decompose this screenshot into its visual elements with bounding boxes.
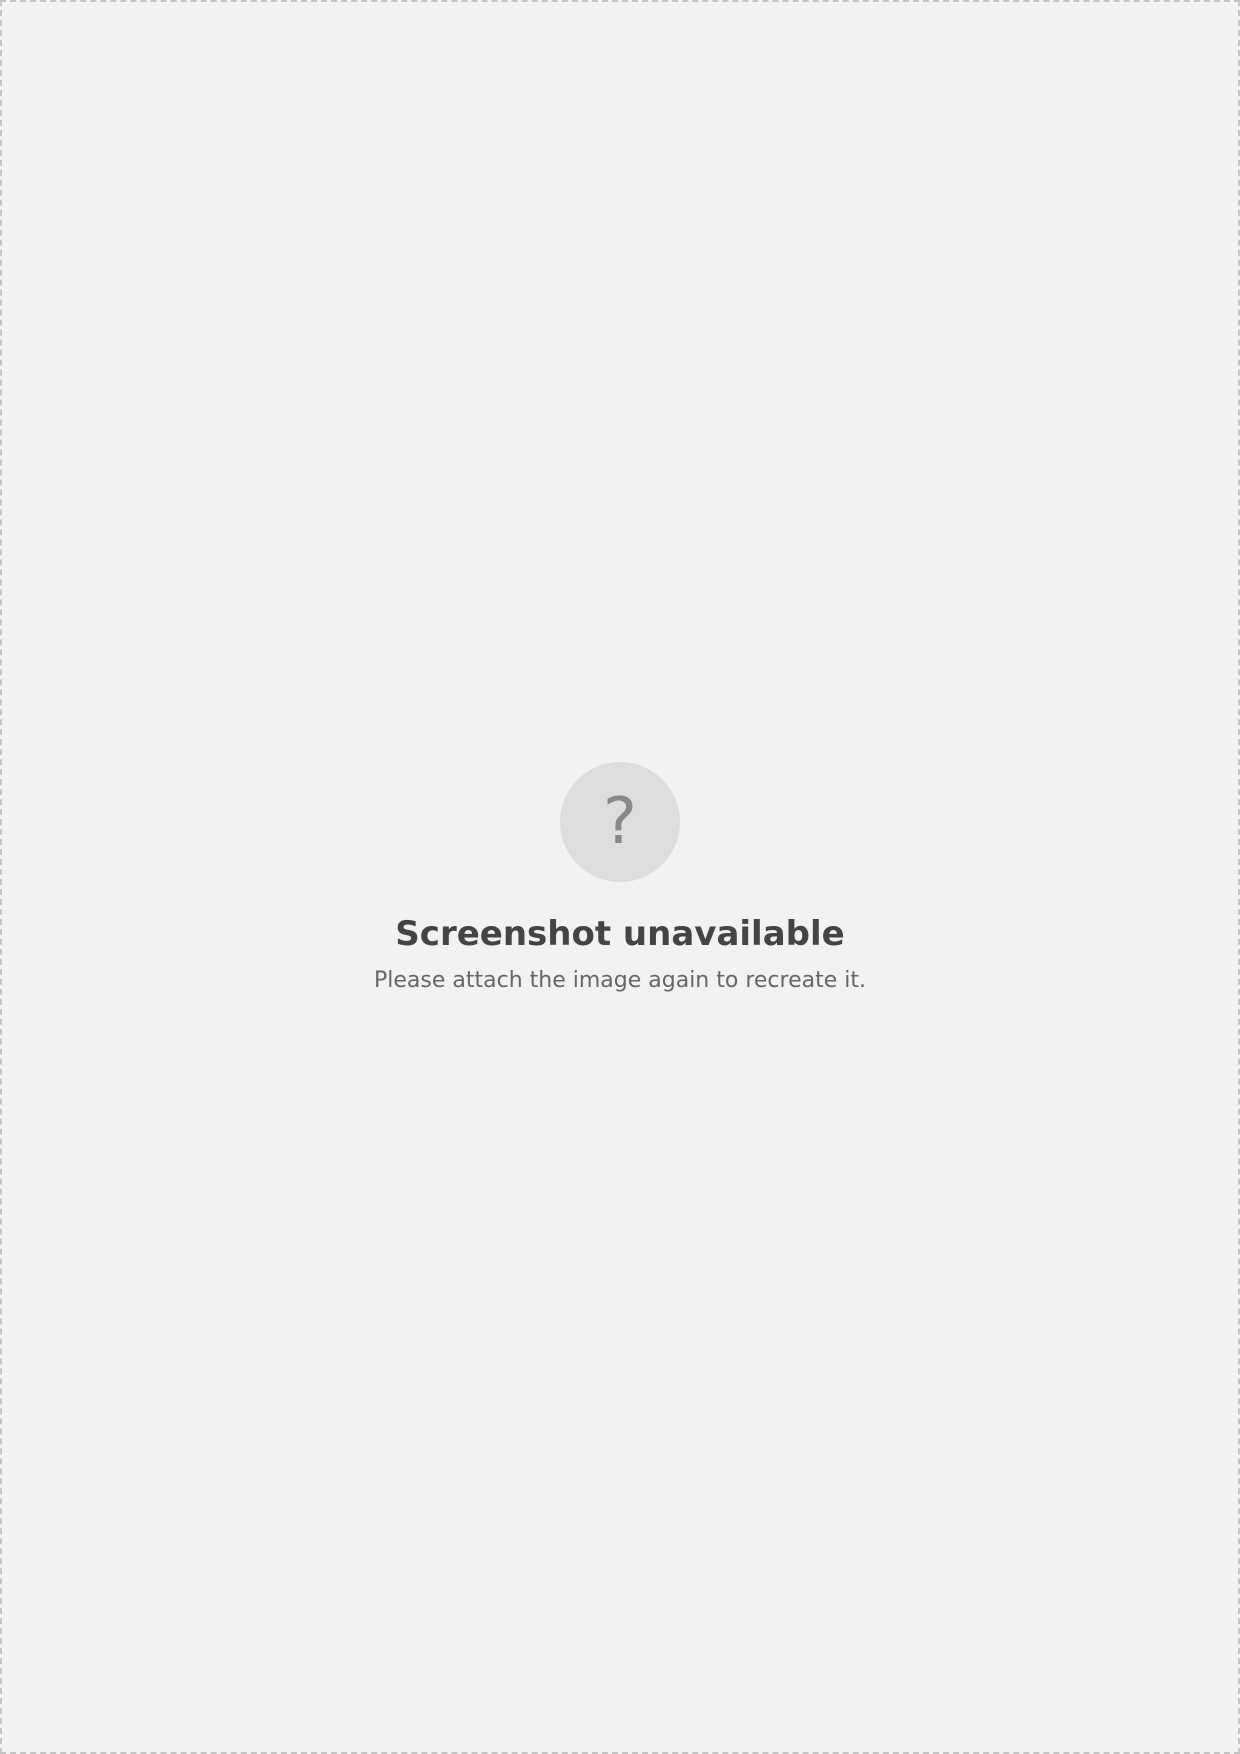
image-missing-icon: ? <box>560 762 680 882</box>
placeholder-title: Screenshot unavailable <box>395 913 845 954</box>
placeholder-message: Please attach the image again to recreate it. <box>374 967 866 993</box>
